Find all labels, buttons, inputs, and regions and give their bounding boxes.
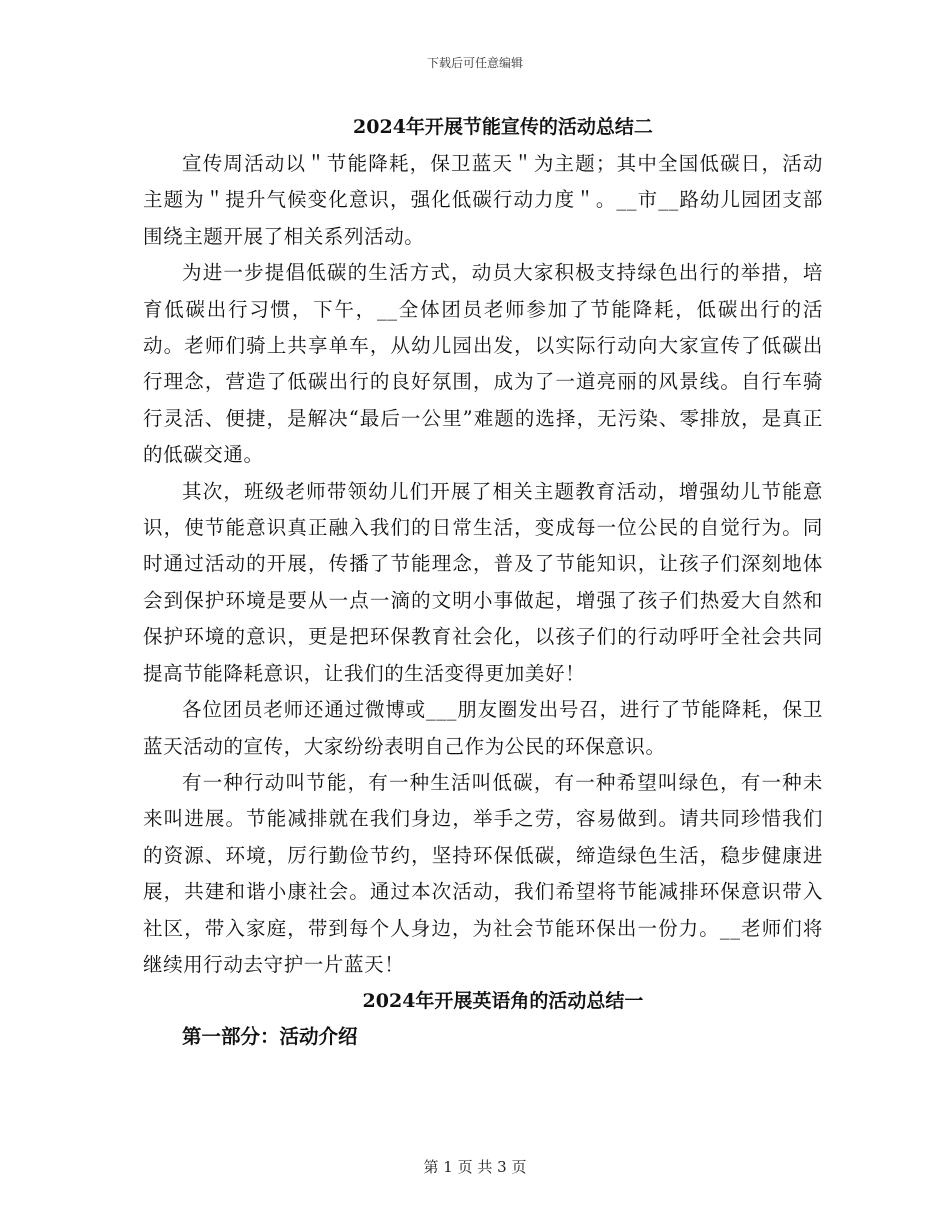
document-body: [143, 112, 823, 1055]
paragraph-5: 有一种行动叫节能，有一种生活叫低碳，有一种希望叫绿色，有一种未来叫进展。节能减排就在我们身边，举手之劳，容易做到。请共同珍惜我们的资源、环境，厉行勤俭节约，坚持环保低碳，缔造绿色生活，稳步健康进展，共建和谐小康社会。通过本次活动，我们希望将节能减排环保意识带入社区，带入家庭，带到每个人身边，为社会节能环保出一份力。__老师们将继续用行动去守护一片蓝天！: [143, 770, 823, 976]
second-title: 2024年开展英语角的活动总结一: [362, 990, 644, 1013]
paragraph-1: 宣传周活动以＂节能降耗，保卫蓝天＂为主题；其中全国低碳日，活动主题为＂提升气候变化意识，强化低碳行动力度＂。__市__路幼儿园团支部围绕主题开展了相关系列活动。: [143, 152, 823, 248]
document-title: 2024年开展节能宣传的活动总结二: [353, 116, 653, 138]
paragraph-3: 其次，班级老师带领幼儿们开展了相关主题教育活动，增强幼儿节能意识，使节能意识真正融入我们的日常生活，变成每一位公民的自觉行为。同时通过活动的开展，传播了节能理念，普及了节能知识，让孩子们深刻地体会到保护环境是要从一点一滴的文明小事做起，增强了孩子们热爱大自然和保护环境的意识，更是把环保教育社会化，以孩子们的行动呼吁全社会共同提高节能降耗意识，让我们的生活变得更加美好！: [143, 479, 823, 685]
section-heading: 第一部分：活动介绍: [182, 1025, 358, 1049]
header-note: 下载后可任意编辑: [426, 56, 523, 70]
paragraph-4: 各位团员老师还通过微博或___朋友圈发出号召，进行了节能降耗，保卫蓝天活动的宣传，大家纷纷表明自己作为公民的环保意识。: [143, 698, 823, 758]
page-number: 第 1 页 共 3 页: [423, 1158, 527, 1176]
paragraph-2: 为进一步提倡低碳的生活方式，动员大家积极支持绿色出行的举措，培育低碳出行习惯，下午，__全体团员老师参加了节能降耗，低碳出行的活动。老师们骑上共享单车，从幼儿园出发，以实际行动向大家宣传了低碳出行理念，营造了低碳出行的良好氛围，成为了一道亮丽的风景线。自行车骑行灵活、便捷，是解决“最后一公里”难题的选择，无污染、零排放，是真正的低碳交通。: [143, 261, 823, 467]
